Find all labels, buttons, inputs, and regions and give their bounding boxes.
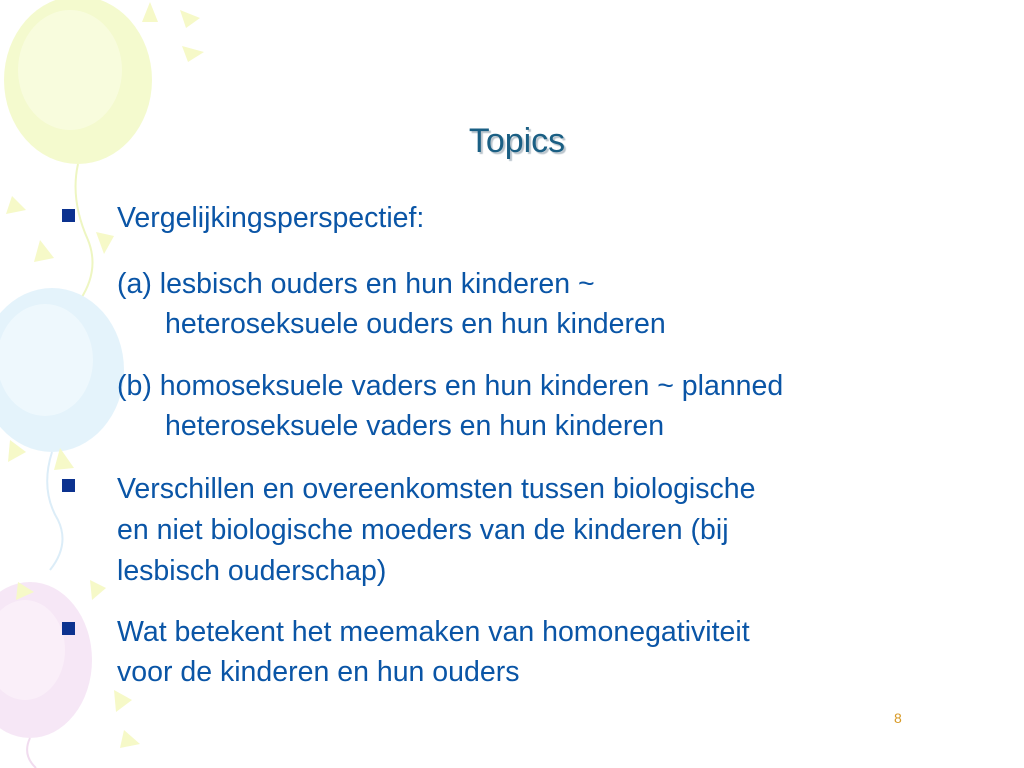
sub-item-b-line-1: (b) homoseksuele vaders en hun kinderen ~ planned (117, 370, 784, 402)
sub-item-b-line-2: heteroseksuele vaders en hun kinderen (165, 410, 665, 442)
sub-item-a-line-1: (a) lesbisch ouders en hun kinderen ~ (117, 268, 595, 300)
sub-item-a-line-2: heteroseksuele ouders en hun kinderen (165, 308, 666, 340)
bullet-1-text: Vergelijkingsperspectief: (117, 202, 425, 234)
bullet-square-icon (62, 622, 75, 635)
bullet-2-line-1: Verschillen en overeenkomsten tussen biologische (117, 473, 756, 505)
bullet-square-icon (62, 479, 75, 492)
balloon-pink-icon (0, 582, 92, 768)
page-number: 8 (894, 710, 902, 726)
slide-title: Topics (468, 122, 566, 160)
balloon-blue-icon (0, 288, 124, 570)
bullet-3-line-1: Wat betekent het meemaken van homonegativiteit (117, 616, 750, 648)
bullet-2-line-2: en niet biologische moeders van de kinderen (bij (117, 514, 729, 546)
bullet-2-line-3: lesbisch ouderschap) (117, 555, 387, 587)
bullet-square-icon (62, 209, 75, 222)
bullet-3-line-2: voor de kinderen en hun ouders (117, 656, 520, 688)
